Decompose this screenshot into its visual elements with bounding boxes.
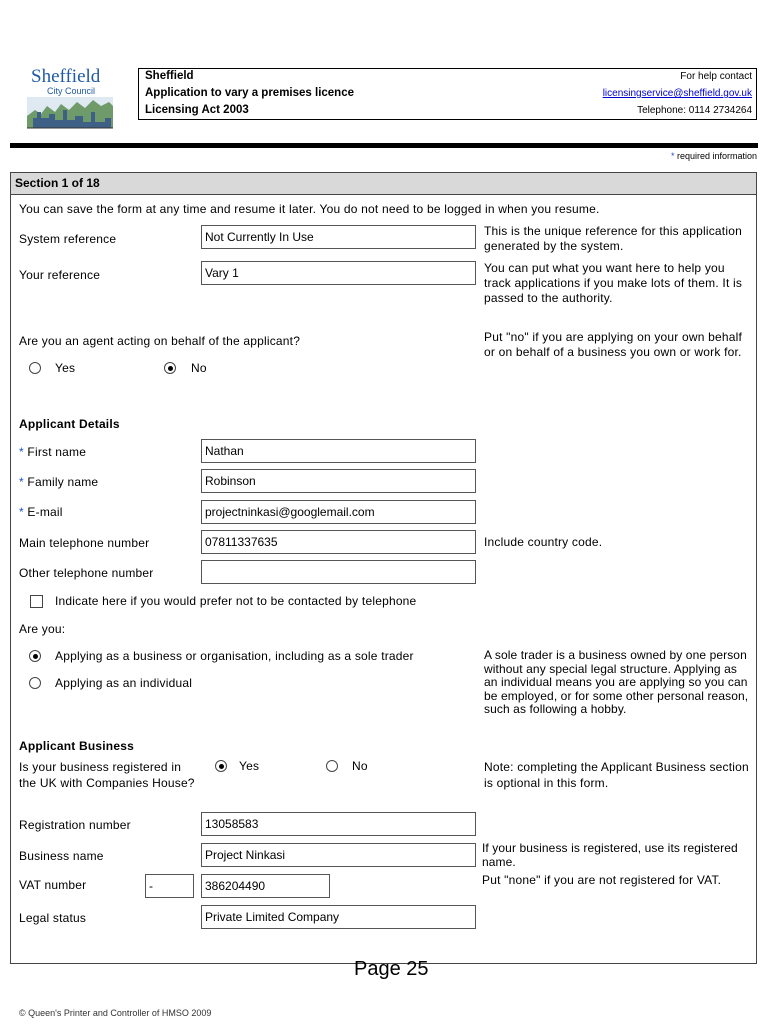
applicant-business-note: Note: completing the Applicant Business section is optional in this form. [484,760,749,790]
email-required-star: * [19,505,24,519]
registration-number-label: Registration number [19,818,131,832]
family-name-label-text: Family name [27,475,99,489]
companies-house-no-label: No [352,759,368,773]
family-name-required-star: * [19,475,24,489]
agent-question: Are you an agent acting on behalf of the applicant? [19,334,301,348]
companies-house-yes-label: Yes [239,759,260,773]
first-name-label [19,445,86,459]
email-label [19,505,63,519]
help-contact-label: For help contact [680,71,752,82]
required-note-text: required information [674,151,757,161]
first-name-field[interactable]: Nathan [201,439,476,463]
header-act: Licensing Act 2003 [145,104,249,116]
section-header-bar [11,173,756,195]
email-label-text: E-mail [27,505,63,519]
vat-number-field[interactable]: 386204490 [201,874,330,898]
family-name-field[interactable]: Robinson [201,469,476,493]
help-telephone: Telephone: 0114 2734264 [637,105,752,116]
sole-trader-help: A sole trader is a business owned by one person without any special legal structure. Applying as an individual means you are applying so you can be employed, or for some other personal reason, such as following a hobby. [484,648,749,716]
other-telephone-label: Other telephone number [19,566,154,580]
applying-as-individual-label: Applying as an individual [55,676,193,690]
page-number: Page 25 [354,958,429,980]
logo-line1: Sheffield [31,66,101,87]
required-star: * [670,151,675,161]
no-telephone-contact-checkbox[interactable] [30,595,43,608]
vat-number-help: Put "none" if you are not registered for VAT. [482,873,722,887]
no-telephone-contact-label: Indicate here if you would prefer not to be contacted by telephone [55,594,417,608]
companies-house-yes-radio[interactable] [215,760,227,772]
main-telephone-field[interactable]: 07811337635 [201,530,476,554]
system-reference-field[interactable]: Not Currently In Use [201,225,476,249]
logo-line2: City Council [47,86,96,96]
vat-prefix-field[interactable]: - [145,874,194,898]
system-reference-label: System reference [19,232,117,246]
email-field[interactable]: projectninkasi@googlemail.com [201,500,476,524]
vat-number-label: VAT number [19,878,87,892]
business-name-label: Business name [19,849,104,863]
your-reference-label: Your reference [19,268,101,282]
applicant-business-heading: Applicant Business [19,739,134,753]
applying-as-business-radio[interactable] [29,650,41,662]
other-telephone-field[interactable] [201,560,476,584]
your-reference-field[interactable]: Vary 1 [201,261,476,285]
business-name-field[interactable]: Project Ninkasi [201,843,476,867]
legal-status-field[interactable]: Private Limited Company [201,905,476,929]
required-information-note [671,151,757,161]
header-form-title: Application to vary a premises licence [145,87,354,99]
copyright-footer: © Queen's Printer and Controller of HMSO 2009 [19,1008,212,1018]
family-name-label [19,475,98,489]
section-title: Section 1 of 18 [15,176,100,190]
applying-as-individual-radio[interactable] [29,677,41,689]
agent-yes-label: Yes [55,361,76,375]
companies-house-question: Is your business registered in the UK with Companies House? [19,760,195,790]
business-name-help: If your business is registered, use its registered name. [482,841,738,869]
main-telephone-label: Main telephone number [19,536,150,550]
agent-yes-radio[interactable] [29,362,41,374]
companies-house-no-radio[interactable] [326,760,338,772]
main-telephone-help: Include country code. [484,535,603,549]
help-email-link[interactable]: licensingservice@sheffield.gov.uk [602,88,752,99]
agent-no-radio[interactable] [164,362,176,374]
header-divider [10,143,758,148]
first-name-required-star: * [19,445,24,459]
section-intro: You can save the form at any time and resume it later. You do not need to be logged in when you resume. [19,202,600,216]
agent-no-label: No [191,361,207,375]
legal-status-label: Legal status [19,911,87,925]
agent-help: Put "no" if you are applying on your own behalf or on behalf of a business you own or work for. [484,330,743,359]
registration-number-field[interactable]: 13058583 [201,812,476,836]
are-you-label: Are you: [19,622,66,636]
applicant-details-heading: Applicant Details [19,417,120,431]
first-name-label-text: First name [27,445,87,459]
applying-as-business-label: Applying as a business or organisation, including as a sole trader [55,649,414,663]
sheffield-city-council-logo [25,66,145,132]
your-reference-help: You can put what you want here to help you track applications if you make lots of them. It is passed to the authority. [484,261,743,305]
system-reference-help: This is the unique reference for this application generated by the system. [484,224,742,253]
header-org: Sheffield [145,70,194,82]
